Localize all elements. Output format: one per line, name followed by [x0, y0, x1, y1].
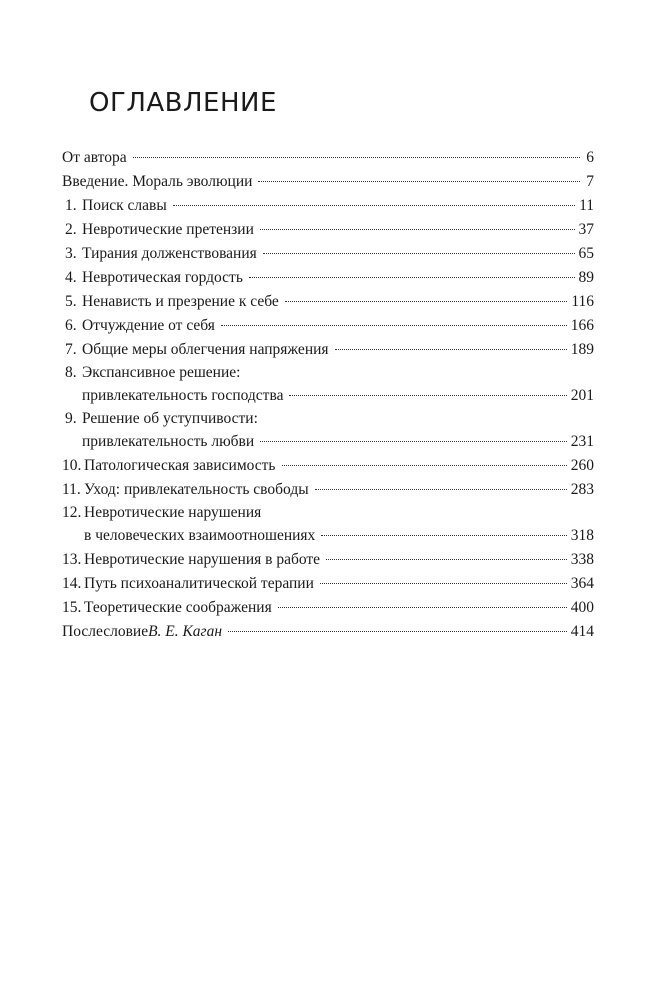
- leader-dots: [258, 181, 580, 182]
- toc-entry-label: Невротические нарушения в работе: [84, 551, 321, 568]
- toc-entry-line: [62, 194, 594, 218]
- toc-entry-label: Уход: привлекательность свободы: [84, 481, 309, 498]
- leader-dots: [285, 301, 568, 302]
- toc-entry-label: Невротическая гордость: [82, 269, 243, 286]
- leader-dots: [321, 535, 566, 536]
- toc-entry-page-number: 65: [578, 245, 594, 262]
- toc-entry: [62, 478, 594, 502]
- toc-entry-page-number: 283: [570, 481, 594, 498]
- toc-entry: [62, 620, 594, 644]
- toc-entry-number: 13.: [62, 551, 82, 568]
- toc-entry-number: 9.: [65, 410, 77, 427]
- toc-entry: [62, 454, 594, 478]
- leader-dots: [260, 229, 575, 230]
- leader-dots: [315, 489, 567, 490]
- toc-entry-number: 10.: [62, 457, 82, 474]
- toc-entry-line: [62, 430, 594, 454]
- toc-entry: [62, 242, 594, 266]
- toc-entry-line: [62, 362, 594, 384]
- toc-entry-page-number: 201: [570, 387, 594, 404]
- toc-entry-label: Невротические претензии: [82, 221, 254, 238]
- toc-entry-page-number: 338: [570, 551, 594, 568]
- toc-entry: [62, 408, 594, 454]
- toc-entry-line: [62, 596, 594, 620]
- toc-entry-page-number: 414: [570, 623, 594, 640]
- toc-entry-label: Введение. Мораль эволюции: [62, 173, 253, 190]
- leader-dots: [133, 157, 580, 158]
- toc-entry-number: 15.: [62, 599, 82, 616]
- toc-entry-line: [62, 524, 594, 548]
- toc-entry-label: в человеческих взаимоотношениях: [84, 527, 316, 544]
- toc-entry-label: Тирания долженствования: [82, 245, 257, 262]
- toc-entry: [62, 548, 594, 572]
- toc-entry-label: Послесловие: [62, 623, 149, 640]
- toc-entry-page-number: 364: [570, 575, 594, 592]
- toc-entry-page-number: 11: [579, 197, 594, 214]
- toc-entry-line: [62, 408, 594, 430]
- toc-entry-line: [62, 266, 594, 290]
- toc-entry-number: 14.: [62, 575, 82, 592]
- toc-entry-page-number: 318: [570, 527, 594, 544]
- toc-entry: [62, 290, 594, 314]
- toc-entry-number: 3.: [65, 245, 77, 262]
- toc-entry-label: Решение об уступчивости:: [82, 410, 258, 427]
- toc-entry: [62, 146, 594, 170]
- leader-dots: [335, 349, 567, 350]
- toc-entry-label: Невротические нарушения: [84, 504, 262, 521]
- toc-entry: [62, 338, 594, 362]
- toc-entry-page-number: 6: [586, 149, 594, 166]
- toc-entry-label: привлекательность господства: [82, 387, 284, 404]
- toc-entry-number: 5.: [65, 293, 77, 310]
- toc-entry-line: [62, 170, 594, 194]
- toc-entry-label: Экспансивное решение:: [82, 364, 241, 381]
- toc-entry-label: Патологическая зависимость: [84, 457, 276, 474]
- toc-entry-page-number: 400: [570, 599, 594, 616]
- toc-entry-line: [62, 384, 594, 408]
- leader-dots: [278, 607, 567, 608]
- toc-entry-label: Поиск славы: [82, 197, 167, 214]
- toc-entry-label: От автора: [62, 149, 127, 166]
- toc-entry-line: [62, 218, 594, 242]
- toc-title: ОГЛАВЛЕНИЕ: [89, 88, 277, 118]
- leader-dots: [263, 253, 575, 254]
- toc-entry-number: 6.: [65, 317, 77, 334]
- toc-entry: [62, 362, 594, 408]
- leader-dots: [221, 325, 567, 326]
- leader-dots: [320, 583, 567, 584]
- toc-entry-number: 8.: [65, 364, 77, 381]
- toc-entry-label: Отчуждение от себя: [82, 317, 215, 334]
- toc-entry: [62, 596, 594, 620]
- toc-entry: [62, 170, 594, 194]
- toc-entry-label: привлекательность любви: [82, 433, 255, 450]
- toc-entry-number: 4.: [65, 269, 77, 286]
- toc-entry: [62, 314, 594, 338]
- toc-entry-line: [62, 548, 594, 572]
- toc-entry-line: [62, 290, 594, 314]
- toc-entry-line: [62, 314, 594, 338]
- toc-entry: [62, 194, 594, 218]
- toc-entry-page-number: 260: [570, 457, 594, 474]
- toc-entry-label: Ненависть и презрение к себе: [82, 293, 279, 310]
- toc-entry-line: [62, 620, 594, 644]
- toc-entry-page-number: 37: [578, 221, 594, 238]
- toc-entry-page-number: 7: [586, 173, 594, 190]
- leader-dots: [260, 441, 567, 442]
- toc-entry-number: 11.: [62, 481, 81, 498]
- toc-entry-line: [62, 454, 594, 478]
- leader-dots: [326, 559, 567, 560]
- toc-entry-label: Путь психоаналитической терапии: [84, 575, 314, 592]
- leader-dots: [282, 465, 567, 466]
- toc-entry-label: Общие меры облегчения напряжения: [82, 341, 329, 358]
- toc-entry-line: [62, 338, 594, 362]
- toc-entry-line: [62, 572, 594, 596]
- toc-entry-page-number: 89: [578, 269, 594, 286]
- leader-dots: [249, 277, 575, 278]
- toc-entry-number: 2.: [65, 221, 77, 238]
- toc-entry: [62, 266, 594, 290]
- toc-entry: [62, 502, 594, 548]
- toc-entry-author: В. Е. Каган: [148, 623, 223, 640]
- leader-dots: [173, 205, 575, 206]
- toc-entry-number: 7.: [65, 341, 77, 358]
- toc-entry-line: [62, 242, 594, 266]
- toc-entry-page-number: 189: [570, 341, 594, 358]
- toc-entry: [62, 218, 594, 242]
- leader-dots: [289, 395, 566, 396]
- toc-entry-page-number: 166: [570, 317, 594, 334]
- toc-entry-line: [62, 502, 594, 524]
- toc-entry-page-number: 116: [571, 293, 594, 310]
- toc-entry-number: 1.: [65, 197, 77, 214]
- toc-entry-line: [62, 478, 594, 502]
- table-of-contents: [62, 146, 594, 644]
- toc-entry-label: Теоретические соображения: [84, 599, 272, 616]
- toc-entry: [62, 572, 594, 596]
- toc-entry-number: 12.: [62, 504, 82, 521]
- toc-entry-line: [62, 146, 594, 170]
- toc-entry-page-number: 231: [570, 433, 594, 450]
- leader-dots: [228, 631, 567, 632]
